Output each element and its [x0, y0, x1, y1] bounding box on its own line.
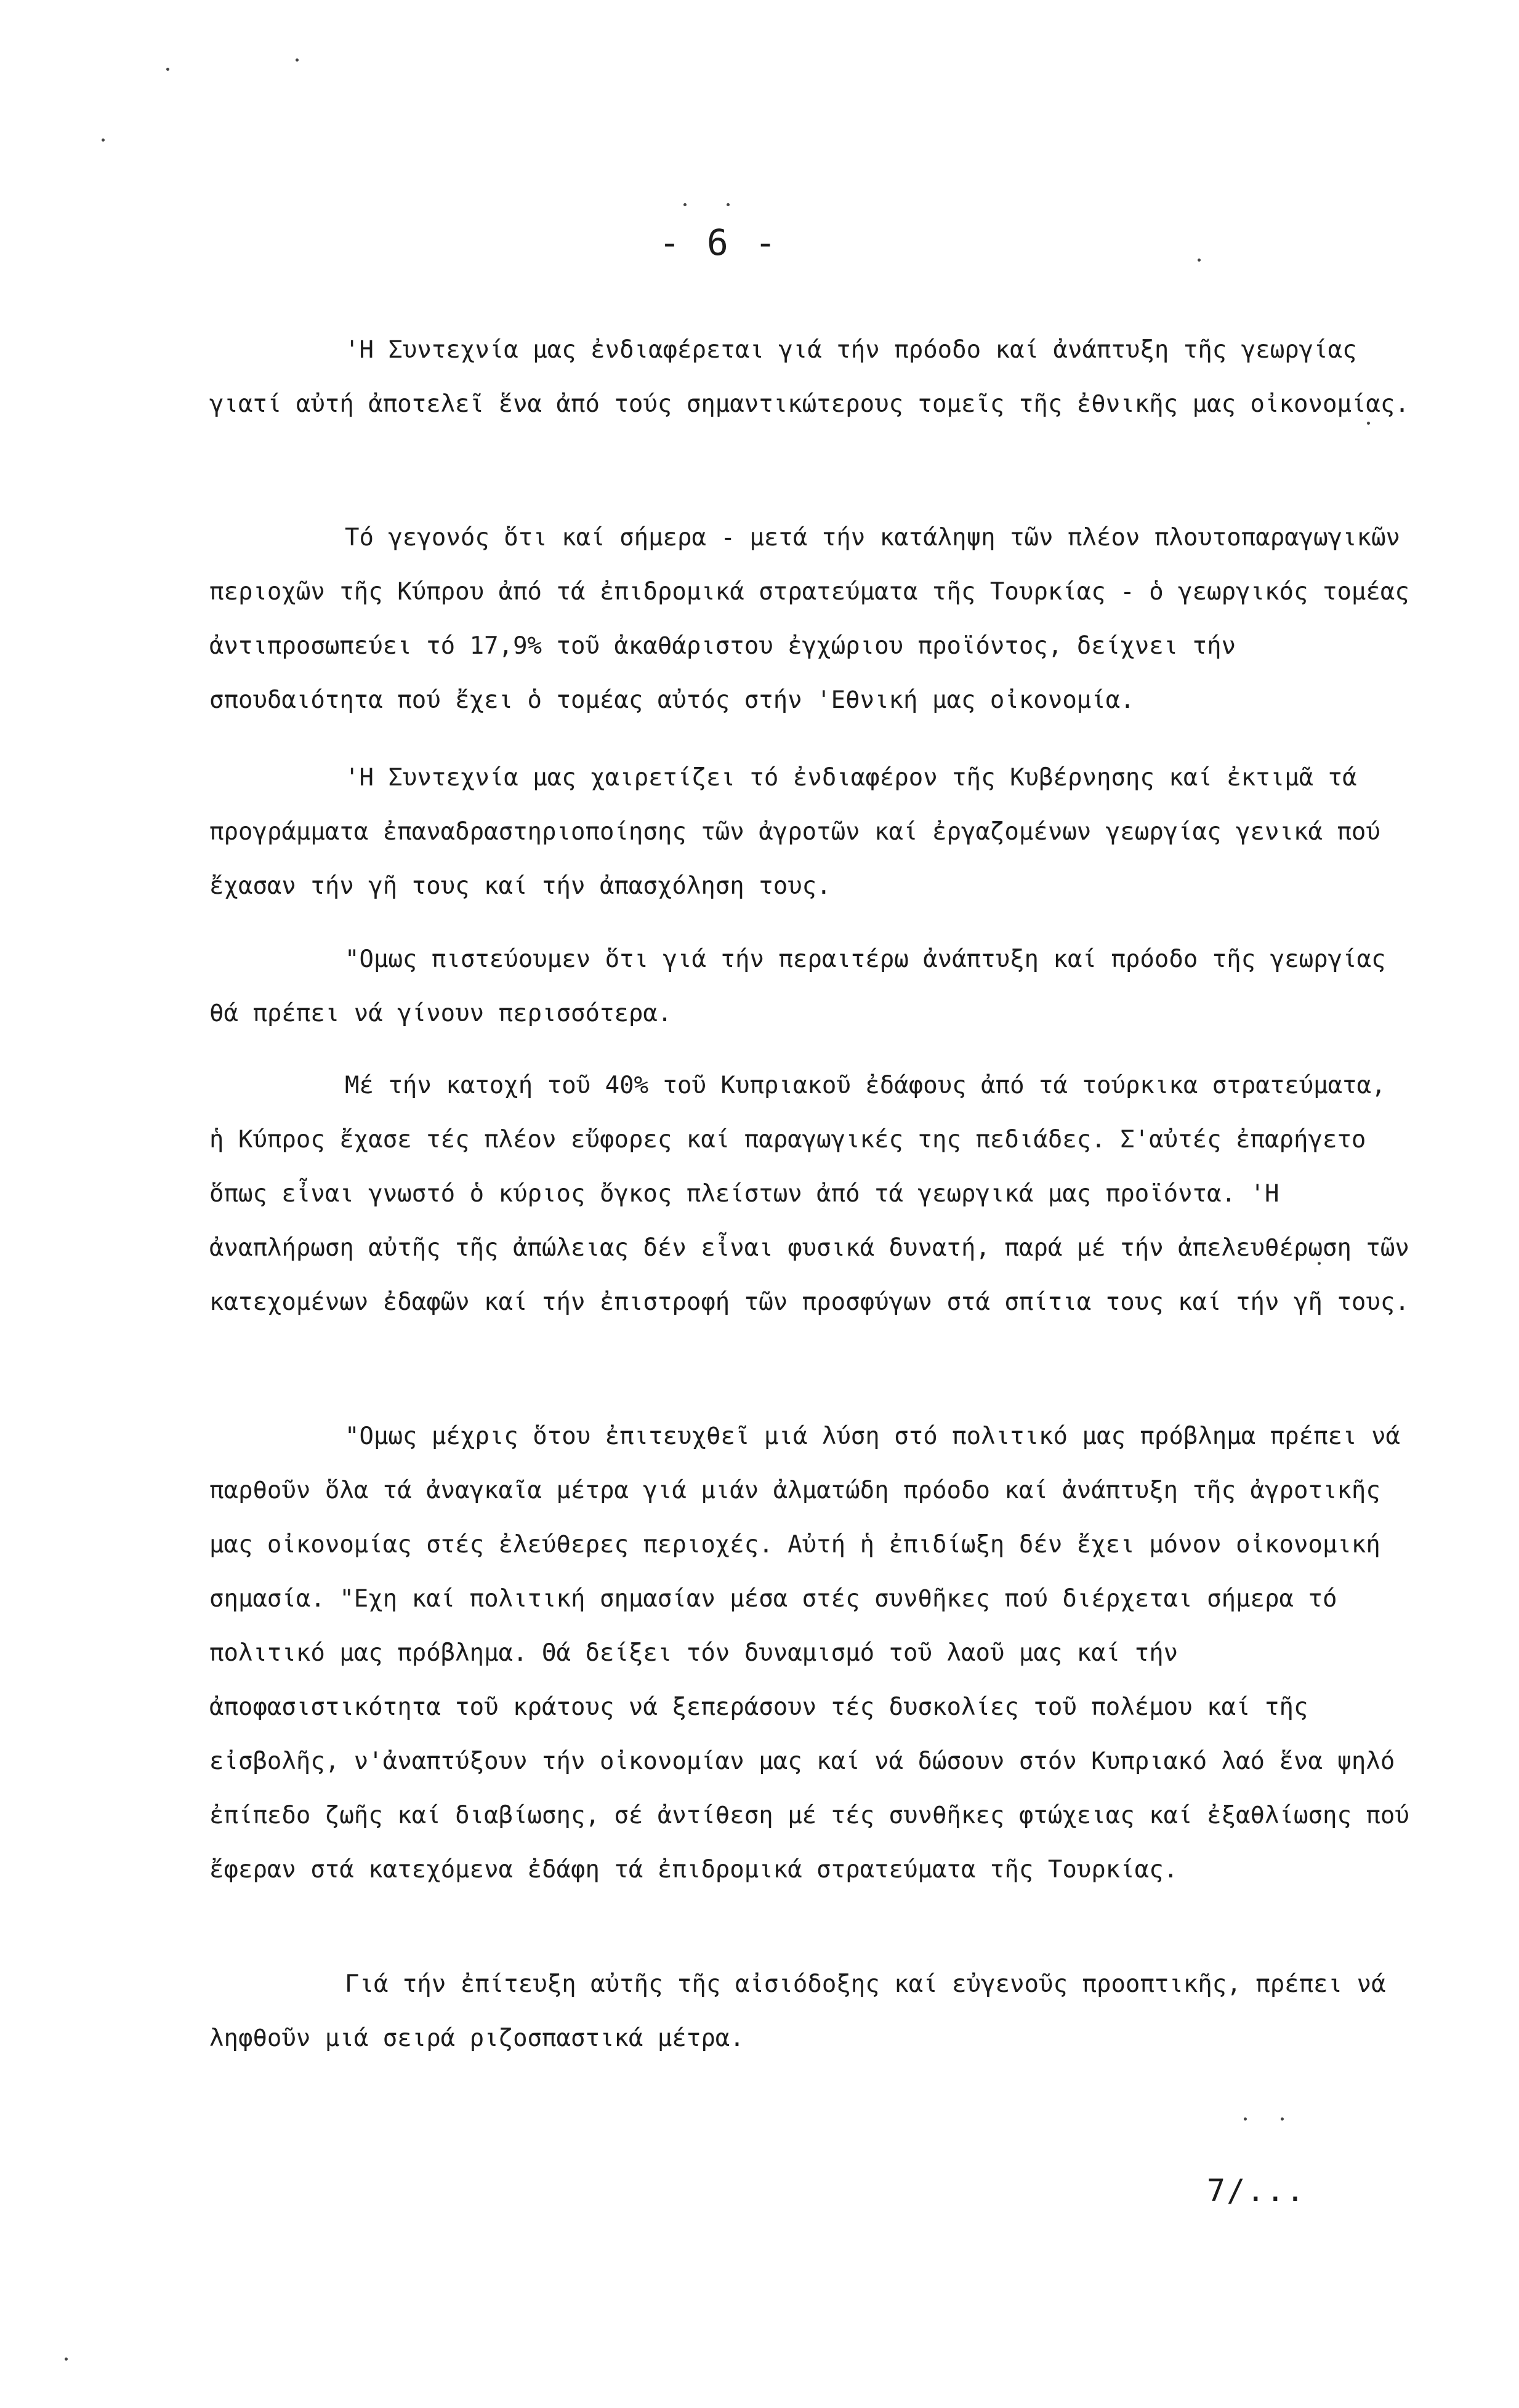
paragraph-2 [209, 511, 1410, 728]
paragraph-4-text: "Ομως πιστεύουμεν ὅτι γιά τήν περαιτέρω ἀνάπτυξη καί πρόοδο τῆς γεωργίας θά πρέπει νά γίνουν περισσότερα. [209, 945, 1386, 1027]
paragraph-1-text: 'Η Συντεχνία μας ἐνδιαφέρεται γιά τήν πρόοδο καί ἀνάπτυξη τῆς γεωργίας γιατί αὐτή ἀποτελεῖ ἕνα ἀπό τούς σημαντικώτερους τομεῖς τῆς ἐθνικῆς μας οἰκονομίας. [209, 336, 1409, 418]
paragraph-3-text: 'Η Συντεχνία μας χαιρετίζει τό ἐνδιαφέρον τῆς Κυβέρνησης καί ἐκτιμᾶ τά προγράμματα ἐπαναδραστηριοποίησης τῶν ἀγροτῶν καί ἐργαζομένων γεωργίας γενικά πού ἔχασαν τήν γῆ τους καί τήν ἀπασχόληση τους. [209, 764, 1380, 900]
paragraph-5 [209, 1059, 1410, 1330]
paragraph-5-text: Μέ τήν κατοχή τοῦ 40% τοῦ Κυπριακοῦ ἐδάφους ἀπό τά τούρκικα στρατεύματα, ἡ Κύπρος ἔχασε τές πλέον εὔφορες καί παραγωγικές της πεδιάδες. Σ'αὐτές ἐπαρήγετο ὅπως εἶναι γνωστό ὁ κύριος ὄγκος πλείστων ἀπό τά γεωργικά μας προϊόντα. 'Η ἀναπλήρωση αὐτῆς τῆς ἀπώλειας δέν εἶναι φυσικά δυνατή, παρά μέ τήν ἀπελευθέρωση τῶν κατεχομένων ἐδαφῶν καί τήν ἐπιστροφή τῶν προσφύγων στά σπίτια τους καί τήν γῆ τους. [209, 1072, 1409, 1316]
paragraph-7 [209, 1957, 1410, 2066]
scan-speck [683, 203, 687, 206]
scan-speck [166, 68, 169, 71]
scan-speck [296, 58, 299, 62]
paragraph-1 [209, 323, 1410, 431]
paragraph-2-text: Τό γεγονός ὅτι καί σήμερα - μετά τήν κατάληψη τῶν πλέον πλουτοπαραγωγικῶν περιοχῶν τῆς Κύπρου ἀπό τά ἐπιδρομικά στρατεύματα τῆς Τουρκίας - ὁ γεωργικός τομέας ἀντιπροσωπεύει τό 17,9% τοῦ ἀκαθάριστου ἐγχώριου προϊόντος, δείχνει τήν σπουδαιότητα πού ἔχει ὁ τομέας αὐτός στήν 'Εθνική μας οἰκονομία. [209, 524, 1409, 714]
scan-speck [65, 2358, 68, 2361]
paragraph-3 [209, 751, 1410, 913]
page-number: - 6 - [659, 222, 779, 263]
scan-speck [1281, 2117, 1284, 2121]
scan-speck [102, 138, 105, 142]
scan-speck [1198, 259, 1201, 262]
scan-speck [727, 203, 730, 206]
scan-speck [1318, 1262, 1321, 1265]
paragraph-4 [209, 933, 1410, 1041]
paragraph-6 [209, 1410, 1410, 1897]
paragraph-7-text: Γιά τήν ἐπίτευξη αὐτῆς τῆς αἰσιόδοξης καί εὐγενοῦς προοπτικῆς, πρέπει νά ληφθοῦν μιά σειρά ριζοσπαστικά μέτρα. [209, 1970, 1386, 2052]
scan-speck [1367, 422, 1370, 425]
next-page-marker: 7/... [1207, 2173, 1306, 2209]
paragraph-6-text: "Ομως μέχρις ὅτου ἐπιτευχθεῖ μιά λύση στό πολιτικό μας πρόβλημα πρέπει νά παρθοῦν ὅλα τά ἀναγκαῖα μέτρα γιά μιάν ἀλματώδη πρόοδο καί ἀνάπτυξη τῆς ἀγροτικῆς μας οἰκονομίας στές ἐλεύθερες περιοχές. Αὐτή ἡ ἐπιδίωξη δέν ἔχει μόνον οἰκονομική σημασία. "Εχη καί πολιτική σημασίαν μέσα στές συνθῆκες πού διέρχεται σήμερα τό πολιτικό μας πρόβλημα. Θά δείξει τόν δυναμισμό τοῦ λαοῦ μας καί τήν ἀποφασιστικότητα τοῦ κράτους νά ξεπεράσουν τές δυσκολίες τοῦ πολέμου καί τῆς εἰσβολῆς, ν'ἀναπτύξουν τήν οἰκονομίαν μας καί νά δώσουν στόν Κυπριακό λαό ἕνα ψηλό ἐπίπεδο ζωῆς καί διαβίωσης, σέ ἀντίθεση μέ τές συνθῆκες φτώχειας καί ἐξαθλίωσης πού ἔφεραν στά κατεχόμενα ἐδάφη τά ἐπιδρομικά στρατεύματα τῆς Τουρκίας. [209, 1423, 1409, 1884]
scan-speck [1244, 2117, 1247, 2121]
